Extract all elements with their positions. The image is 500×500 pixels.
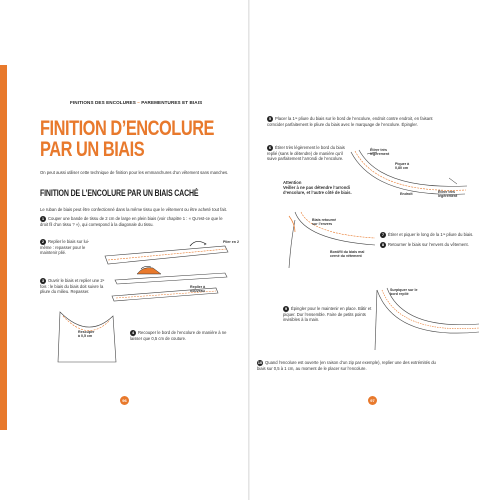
step-number: 2	[41, 239, 45, 244]
step-text: Étirer et piquer le long de la 1ʳᵉ pliure du biais.	[388, 232, 474, 238]
title-line-2: PAR UN BIAIS	[40, 138, 145, 161]
label-refold-line2: nouveau	[190, 289, 205, 294]
label-bias-edge-line2: cerné du vêtement	[330, 254, 362, 259]
step-number: 9	[284, 306, 288, 311]
label-topstitch-line1: Surpiquer sur le	[390, 288, 418, 292]
label-topstitch-line2: bord replié	[390, 292, 409, 297]
label-bias-turned	[312, 218, 336, 227]
step-7	[380, 232, 485, 238]
step-6	[267, 145, 345, 161]
label-bias-edge	[330, 250, 364, 259]
topstitch-illustration	[375, 270, 485, 350]
running-header	[70, 100, 202, 105]
step-number: 6	[268, 145, 272, 150]
page-title	[40, 118, 214, 160]
bias-note: Le ruban de biais peut être confectionné dans la même tissu que le vêtement ou être acheté tout fait.	[40, 207, 227, 212]
refold-illustration	[112, 284, 222, 304]
step-3	[40, 278, 108, 294]
label-stitch-line1: Piquer à	[395, 162, 410, 166]
attention-text: Veiller à ne pas détendre l’arrondi d’encolure, et l’autre côté de biais.	[283, 185, 352, 196]
step-8	[380, 242, 485, 248]
header-separator: –	[137, 100, 140, 105]
label-trim	[78, 330, 94, 339]
step-number: 8	[381, 242, 385, 247]
step-text: Quand l’encolure est ouverte (en raison d’un zip par exemple), replier une des extrémités du biais sur 0,5 à 1 cm, au moment de le placer sur l’encolure.	[257, 360, 436, 371]
step-5	[267, 116, 437, 127]
label-bias-edge-line1: Bord/fil du biais mal	[330, 250, 365, 254]
step-text: Retourner le biais sur l’envers du vêtement.	[388, 242, 469, 248]
step-number: 7	[381, 232, 385, 237]
intro-text: On peut aussi utiliser cette technique de finition pour les emmanchures d’un vêtement sans manches.	[40, 170, 229, 175]
step-text: Épingler pour le maintenir en place. Bâtir et piquer. Dur l’ensemble. Faire de petits points invisibles à la main.	[283, 306, 372, 323]
label-right-side: Endroit	[400, 192, 413, 196]
label-topstitch	[390, 288, 418, 297]
label-stretch-2	[438, 190, 457, 199]
header-right: PAREMENTURES ET BIAIS	[141, 100, 203, 105]
label-trim-line2: à 0,5 cm	[78, 334, 93, 339]
step-text: Replier le biais sur lui-même : repasser pour le maintenir plié.	[40, 239, 90, 256]
step-text: Recouper le bord de l’encolure de manière à ne laisser que 0,5 cm de couture.	[130, 330, 227, 341]
label-stretch-1-line1: Étirer très	[370, 148, 387, 152]
label-refold	[190, 285, 205, 294]
label-stretch-2-line1: Étirer très	[438, 190, 455, 194]
page-number-left: 96	[120, 396, 129, 405]
step-text: Ouvrir le biais et replier une 2ᵉ fois : le biais du biais doit suivre la pliure du milieu. Repasser.	[40, 278, 105, 295]
step-number: 1	[41, 216, 45, 221]
step-4	[130, 330, 235, 341]
step-number: 5	[268, 116, 272, 121]
label-bias-turned-line1: Biais retourné	[312, 218, 337, 222]
label-fold: Plier en 2	[223, 240, 239, 244]
attention-title: Attention	[283, 180, 302, 185]
step-number: 3	[41, 278, 45, 283]
right-page	[250, 0, 500, 500]
section-subtitle: FINITION DE L’ENCOLURE PAR UN BIAIS CACHÉ	[40, 188, 199, 198]
label-refold-line1: Replier à	[190, 285, 206, 289]
title-line-1: FINITION D’ENCOLURE	[40, 117, 215, 140]
step-number: 10	[257, 360, 263, 365]
step-text: Étirer très légèrement le bord du biais replié (sans le détendre) de manière qu’il suive parfaitement l’arrondi de l’encolure.	[267, 145, 345, 162]
label-stretch-2-line2: légèrement	[438, 194, 458, 199]
label-stretch-1-line2: légèrement	[370, 152, 390, 157]
step-10	[257, 360, 442, 371]
step-text: Placer la 1ʳᵉ pliure du biais sur le bord de l’encolure, endroit contre endroit, en faisant coïncider parfaitement le pliure du biais avec le marquage de l’encolure. Épingler.	[267, 116, 433, 127]
header-left: FINITIONS DES ENCOLURES	[70, 100, 136, 105]
orange-edge-tab	[0, 65, 7, 430]
step-text: Couper une bande de tissu de 2 cm de large en plein biais (voir chapitre 1 : « Qu’est-ce que le droit fil d’un tissu ? »), qui correspond à la diagonale du tissu.	[40, 216, 223, 227]
label-bias-turned-line2: sur l’envers	[312, 222, 333, 227]
step-number: 4	[131, 330, 135, 335]
iron-illustration	[115, 264, 235, 286]
curved-bias-illustration	[345, 148, 480, 208]
label-stitch	[395, 162, 409, 171]
label-trim-line1: Rescuper	[78, 330, 95, 334]
label-stitch-line2: 0,80 cm	[395, 166, 409, 171]
step-9	[283, 306, 375, 322]
page-number-right: 97	[368, 396, 377, 405]
label-stretch-1	[370, 148, 389, 157]
step-2	[40, 239, 100, 255]
step-1	[40, 216, 230, 227]
